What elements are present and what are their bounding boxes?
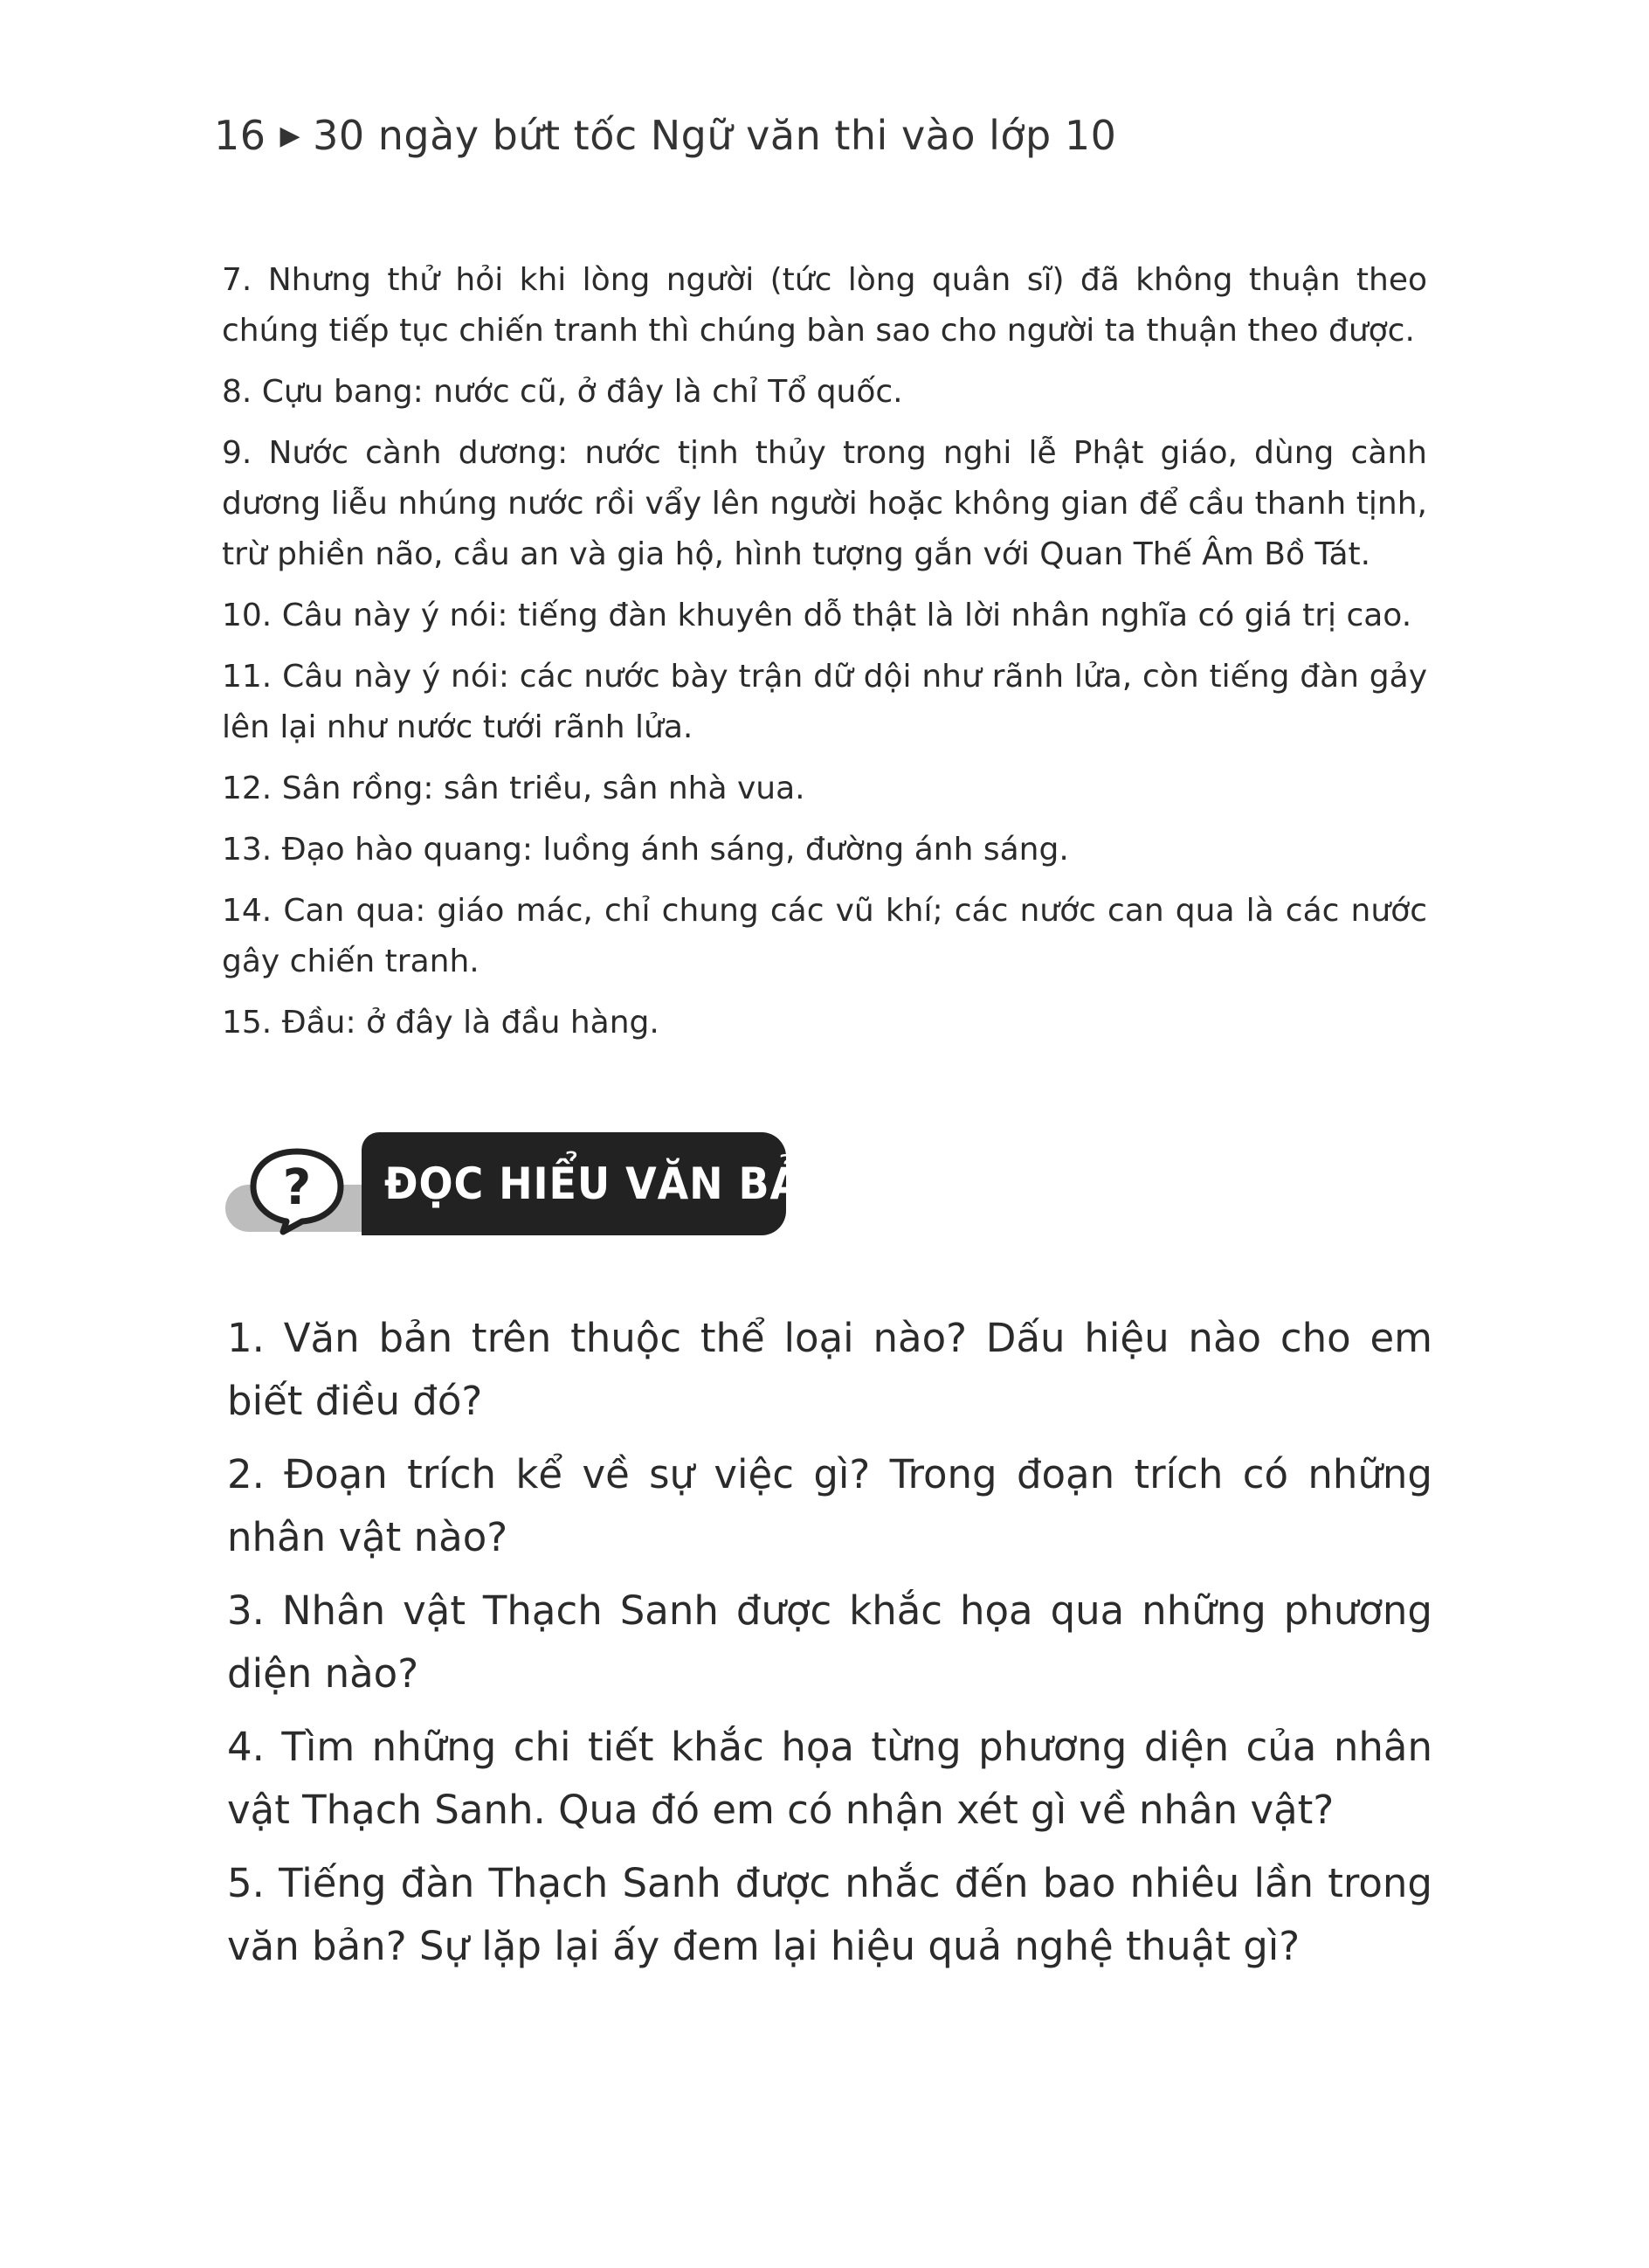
question-1: 1. Văn bản trên thuộc thể loại nào? Dấu hiệu nào cho em biết điều đó? (227, 1315, 1432, 1424)
page-number: 16 (214, 112, 266, 159)
comprehension-questions (227, 1307, 1432, 1988)
question-3: 3. Nhân vật Thạch Sanh được khắc họa qua những phương diện nào? (227, 1587, 1432, 1697)
footnote-9: 9. Nước cành dương: nước tịnh thủy trong nghi lễ Phật giáo, dùng cành dương liễu nhúng nước rồi vẩy lên người hoặc không gian để cầu thanh tịnh, trừ phiền não, cầu an và gia hộ, hình tượng gắn với Quan Thế Âm Bồ Tát. (222, 435, 1427, 572)
question-speech-bubble-icon (245, 1144, 349, 1235)
footnote-11: 11. Câu này ý nói: các nước bày trận dữ dội như rãnh lửa, còn tiếng đàn gảy lên lại như nước tưới rãnh lửa. (222, 659, 1427, 745)
svg-text:?: ? (282, 1159, 312, 1216)
footnote-8: 8. Cựu bang: nước cũ, ở đây là chỉ Tổ quốc. (222, 374, 903, 410)
footnote-7: 7. Nhưng thử hỏi khi lòng người (tức lòng quân sĩ) đã không thuận theo chúng tiếp tục chiến tranh thì chúng bàn sao cho người ta thuận theo được. (222, 262, 1427, 349)
footnote-13: 13. Đạo hào quang: luồng ánh sáng, đường ánh sáng. (222, 832, 1069, 868)
footnote-10: 10. Câu này ý nói: tiếng đàn khuyên dỗ thật là lời nhân nghĩa có giá trị cao. (222, 598, 1412, 633)
question-5: 5. Tiếng đàn Thạch Sanh được nhắc đến bao nhiêu lần trong văn bản? Sự lặp lại ấy đem lại hiệu quả nghệ thuật gì? (227, 1860, 1432, 1969)
question-4: 4. Tìm những chi tiết khắc họa từng phương diện của nhân vật Thạch Sanh. Qua đó em có nhận xét gì về nhân vật? (227, 1724, 1432, 1833)
section-title: ĐỌC HIỂU VĂN BẢN: (384, 1158, 853, 1209)
running-header (214, 112, 1116, 159)
footnote-12: 12. Sân rồng: sân triều, sân nhà vua. (222, 771, 805, 806)
right-triangle-icon: ▶ (279, 121, 301, 151)
footnotes-list (222, 255, 1427, 1059)
footnote-14: 14. Can qua: giáo mác, chỉ chung các vũ khí; các nước can qua là các nước gây chiến tranh. (222, 893, 1427, 979)
book-title: 30 ngày bứt tốc Ngữ văn thi vào lớp 10 (313, 112, 1117, 159)
section-heading-banner (225, 1132, 853, 1237)
banner-title-box (362, 1132, 853, 1235)
footnote-15: 15. Đầu: ở đây là đầu hàng. (222, 1005, 659, 1041)
question-2: 2. Đoạn trích kể về sự việc gì? Trong đoạn trích có những nhân vật nào? (227, 1451, 1432, 1560)
